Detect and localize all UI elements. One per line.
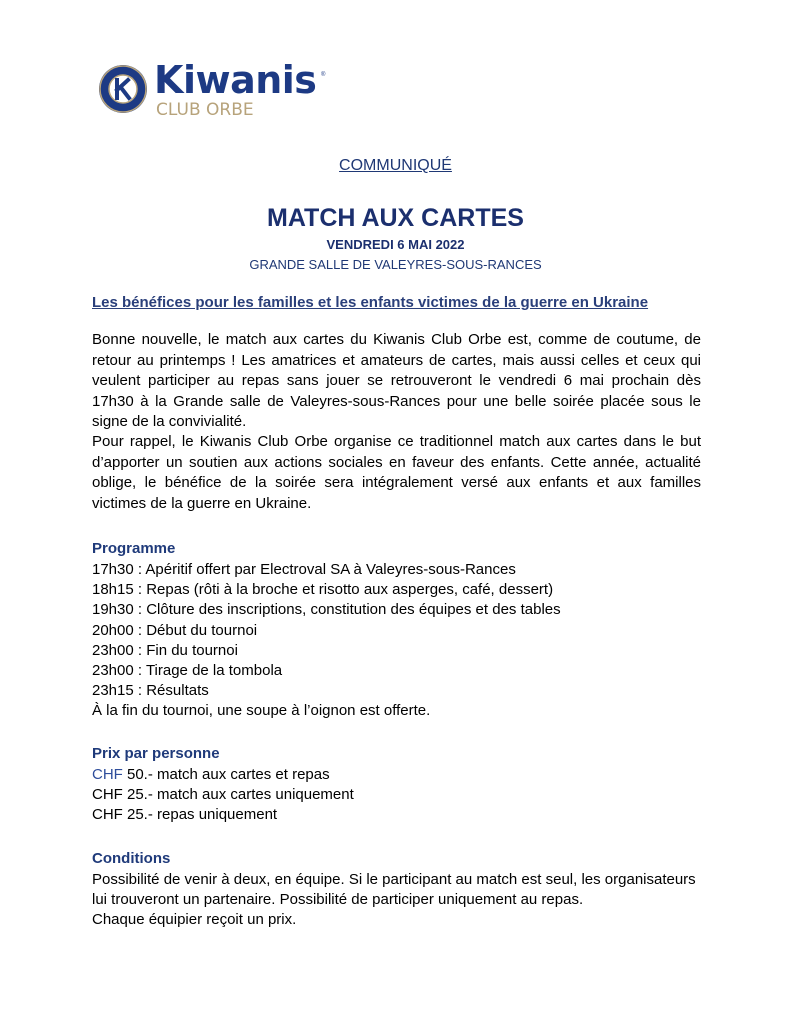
- logo-club-name: CLUB ORBE: [156, 100, 254, 120]
- programme-heading: Programme: [92, 540, 176, 557]
- prix-text: 25.- match aux cartes uniquement: [122, 786, 354, 804]
- programme-item: 23h15 : Résultats: [92, 682, 209, 700]
- prix-currency: CHF: [92, 806, 123, 824]
- paragraph-intro: [92, 330, 701, 433]
- programme-item: 18h15 : Repas (rôti à la broche et risotto aux asperges, café, dessert): [92, 581, 554, 599]
- prix-item: [92, 765, 354, 785]
- programme-item: 19h30 : Clôture des inscriptions, constitution des équipes et des tables: [92, 601, 561, 619]
- prix-heading: Prix par personne: [92, 745, 220, 762]
- programme-item: 20h00 : Début du tournoi: [92, 621, 258, 639]
- paragraph-reminder: [92, 432, 701, 514]
- paragraph-text: Pour rappel, le Kiwanis Club Orbe organise ce traditionnel match aux cartes dans le but d’apporter un soutien aux actions sociales en faveur des enfants. Cette année, actualité oblige, le bénéfice de la soirée sera intégralement versé aux enfants et aux familles victimes de la guerre en Ukraine.: [92, 433, 701, 512]
- prix-text: 50.- match aux cartes et repas: [122, 766, 330, 783]
- conditions-heading: Conditions: [92, 850, 171, 867]
- kiwanis-emblem-icon: [98, 64, 148, 114]
- communique-label: [0, 157, 791, 175]
- programme-item: 23h00 : Fin du tournoi: [92, 641, 238, 659]
- kiwanis-logo: [96, 60, 336, 126]
- prix-currency: CHF: [92, 786, 123, 804]
- programme-list: [92, 560, 561, 722]
- prix-item: [92, 785, 354, 805]
- prix-text: 25.- repas uniquement: [122, 806, 278, 824]
- prix-currency: CHF: [92, 766, 123, 783]
- page-title: MATCH AUX CARTES: [267, 204, 524, 232]
- logo-wordmark: Kiwanis: [154, 58, 317, 102]
- programme-item: 17h30 : Apéritif offert par Electroval SA à Valeyres-sous-Rances: [92, 561, 516, 578]
- conditions-line: Chaque équipier reçoit un prix.: [92, 911, 297, 929]
- programme-item: 23h00 : Tirage de la tombola: [92, 662, 283, 680]
- prix-list: [92, 765, 354, 826]
- prix-item: [92, 805, 354, 825]
- registered-mark: ®: [321, 72, 326, 78]
- communique-text: COMMUNIQUÉ: [339, 157, 452, 174]
- paragraph-text: Bonne nouvelle, le match aux cartes du Kiwanis Club Orbe est, comme de coutume, de retour au printemps ! Les amatrices et amateurs de cartes, mais aussi celles et ceux qui veulent participer au repas sans jouer se retrouveront le vendredi 6 mai prochain dès 17h30 à la Grande salle de Valeyres-sous-Rances pour une belle soirée placée sous le signe de la convivialité.: [92, 331, 701, 431]
- event-venue: GRANDE SALLE DE VALEYRES-SOUS-RANCES: [249, 257, 542, 272]
- conditions-list: [92, 870, 696, 931]
- programme-note: À la fin du tournoi, une soupe à l’oignon est offerte.: [92, 702, 431, 720]
- conditions-line: lui trouveront un partenaire. Possibilité de participer uniquement au repas.: [92, 891, 584, 909]
- subheading: Les bénéfices pour les familles et les enfants victimes de la guerre en Ukraine: [92, 294, 649, 311]
- event-date: VENDREDI 6 MAI 2022: [326, 237, 465, 252]
- conditions-line: Possibilité de venir à deux, en équipe. Si le participant au match est seul, les organisateurs: [92, 871, 696, 888]
